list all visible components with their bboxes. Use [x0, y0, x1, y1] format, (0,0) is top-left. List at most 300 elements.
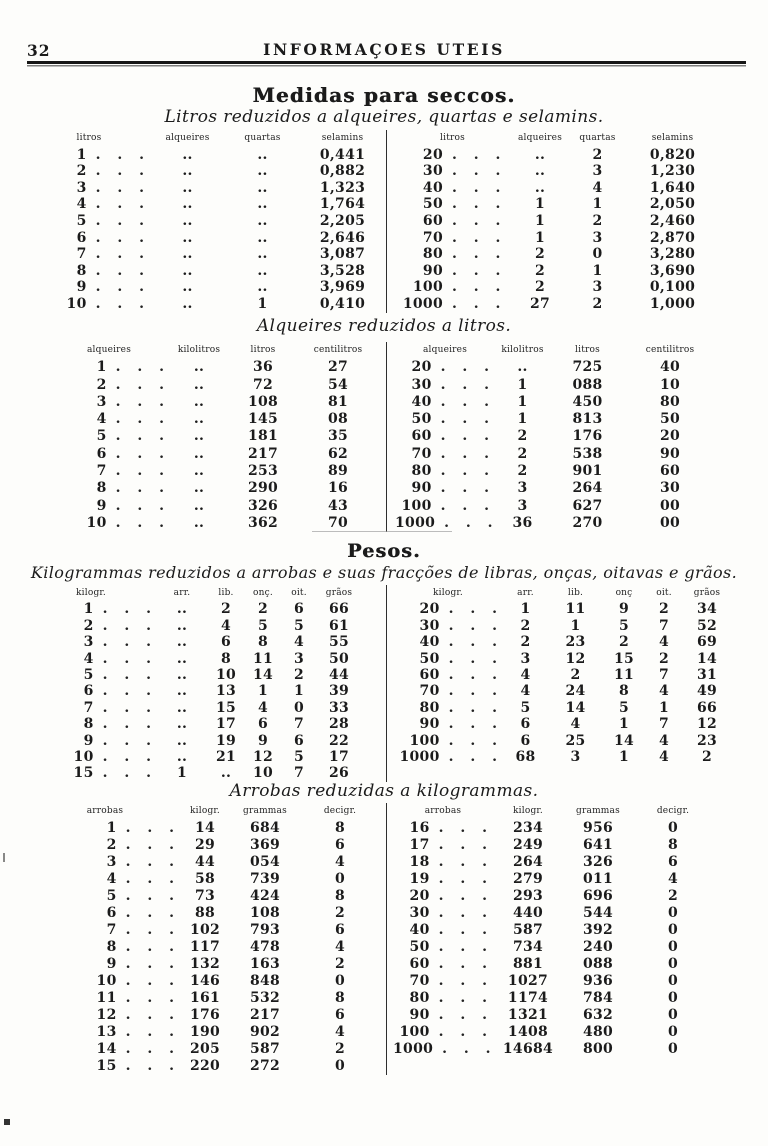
table-row	[0, 515, 386, 532]
table-cell: 2,646	[319, 229, 366, 246]
table-cell: 813	[572, 411, 603, 428]
dot-leader: . . .	[438, 973, 493, 989]
row-key-value: 2	[76, 163, 87, 180]
table-row	[0, 888, 386, 905]
table-cell: 734	[512, 939, 544, 955]
table-cell: 2,205	[319, 212, 366, 229]
table-cell: 68	[515, 748, 536, 765]
dot-leader: . . .	[95, 212, 150, 229]
table-cell: ..	[182, 246, 193, 263]
table-cell: 66	[696, 699, 718, 716]
row-key-value: 70	[411, 445, 432, 462]
table-cell: 11	[252, 650, 274, 667]
table-cell: 0,410	[319, 295, 366, 312]
column-header: decigr.	[656, 806, 690, 816]
table-cell: 1	[517, 411, 528, 428]
dot-leader: . . .	[125, 905, 180, 921]
table-row	[0, 498, 386, 515]
table-cell: 088	[582, 956, 614, 972]
table-cell: 0	[667, 973, 679, 989]
dot-leader: . . .	[452, 246, 507, 263]
row-key-value: 80	[419, 699, 440, 716]
table-cell	[28, 196, 150, 213]
row-key-value: 6	[76, 229, 87, 246]
table-cell: 161	[189, 990, 221, 1006]
table-cell: 253	[247, 463, 279, 480]
table-cell	[393, 973, 493, 990]
table-cell: 4	[667, 871, 679, 887]
table-cell: 5	[257, 617, 269, 634]
row-key-value: 1000	[395, 514, 436, 531]
table-cell: ..	[193, 497, 205, 514]
table-cell	[25, 733, 157, 749]
subtitle-arrobas-reduzidas: Arrobas reduzidas a kilogrammas.	[229, 781, 539, 801]
table-cell: 696	[582, 888, 614, 904]
table-cell	[393, 683, 503, 699]
table-row	[387, 196, 768, 213]
section-title-pesos: Pesos.	[347, 540, 421, 562]
table-cell: 0	[667, 1007, 679, 1023]
table-cell: 7	[293, 716, 305, 733]
table-cell	[28, 213, 150, 230]
table-cell: 10	[659, 376, 681, 393]
row-key-value: 11	[96, 990, 117, 1006]
dot-leader: . . .	[448, 716, 503, 733]
table-cell: 2,870	[649, 229, 696, 246]
table-cell: 1,640	[649, 179, 696, 196]
table-cell: 800	[582, 1041, 614, 1057]
table-cell	[393, 871, 493, 888]
table-cell: 3	[520, 650, 531, 667]
table-row	[0, 1041, 386, 1058]
table-cell: 14	[613, 732, 635, 749]
dot-leader: . . .	[438, 990, 493, 1006]
table-cell: 2	[701, 748, 713, 765]
row-key-value: 20	[419, 601, 440, 618]
table-cell: ..	[517, 359, 528, 376]
table-cell: 10	[252, 765, 274, 782]
table-cell: 2	[517, 445, 528, 462]
scan-artifact-rule	[312, 531, 452, 532]
table-cell: 27	[327, 359, 349, 376]
table-row	[0, 359, 386, 376]
table-cell	[393, 667, 503, 683]
table-cell: 4	[520, 683, 531, 700]
table-row	[387, 749, 768, 765]
table-cell: 0	[334, 973, 346, 989]
table-cell	[48, 480, 170, 497]
dot-leader: . . .	[440, 393, 495, 410]
table-row	[0, 990, 386, 1007]
table-row	[387, 411, 768, 428]
row-key-value: 6	[106, 905, 117, 921]
row-key-value: 9	[76, 279, 87, 296]
table-cell	[25, 765, 157, 781]
row-key-value: 7	[76, 246, 87, 263]
table-cell: 1,323	[319, 179, 366, 196]
column-header-row	[387, 342, 768, 359]
table-cell	[395, 279, 510, 296]
table-row	[387, 263, 768, 280]
table-cell: 70	[327, 514, 349, 531]
table-cell: 55	[328, 634, 350, 651]
table-cell: ..	[176, 617, 188, 634]
row-key-value: 2	[106, 837, 117, 853]
dot-leader: . . .	[444, 514, 499, 531]
table-cell	[393, 601, 503, 617]
table-cell: 3,969	[319, 279, 366, 296]
running-header-title: INFORMAÇOES UTEIS	[263, 40, 505, 59]
table-cell: 4	[257, 699, 269, 716]
table-cell	[28, 180, 150, 197]
table-cell	[395, 180, 510, 197]
table-cell: 1	[176, 765, 188, 782]
table-cell	[48, 515, 170, 532]
table-cell: 7	[658, 716, 670, 733]
table-cell: 61	[328, 617, 350, 634]
table-cell	[393, 905, 493, 922]
table-cell: 108	[249, 905, 281, 921]
table-cell: ..	[257, 279, 268, 296]
dot-leader: . . .	[115, 463, 170, 480]
table-cell: 249	[512, 837, 544, 853]
table-cell: 1	[618, 716, 630, 733]
table-cell: 0	[667, 1041, 679, 1057]
arrobas-to-kilogrammas-left	[0, 803, 387, 1075]
table-cell: 0	[667, 990, 679, 1006]
table-cell: 054	[249, 854, 281, 870]
row-key-value: 6	[96, 445, 107, 462]
table-cell: 33	[328, 699, 350, 716]
table-cell: ..	[257, 229, 268, 246]
table-row	[0, 163, 386, 180]
table-cell	[30, 1024, 180, 1041]
column-header: quartas	[579, 133, 616, 143]
table-cell: 22	[328, 732, 350, 749]
dot-leader: . . .	[440, 376, 495, 393]
table-cell: 2	[520, 617, 531, 634]
table-row	[0, 837, 386, 854]
dot-leader: . . .	[95, 229, 150, 246]
table-cell: 12	[252, 748, 274, 765]
table-cell: 0,100	[649, 279, 696, 296]
table-cell: 240	[582, 939, 614, 955]
table-cell: 2	[570, 666, 581, 683]
table-row	[387, 230, 768, 247]
table-cell: ..	[182, 262, 193, 279]
table-cell	[395, 463, 495, 480]
dot-leader: . . .	[448, 601, 503, 618]
row-key-value: 50	[411, 411, 432, 428]
column-header-row	[0, 585, 386, 601]
row-key-value: 2	[83, 617, 94, 634]
table-cell: 3,690	[649, 262, 696, 279]
dot-leader: . . .	[125, 854, 180, 870]
arrobas-to-kilogrammas-table	[0, 803, 768, 1075]
table-cell	[393, 733, 503, 749]
row-key-value: 50	[422, 196, 443, 213]
column-header: lib.	[567, 588, 584, 598]
dot-leader: . . .	[125, 973, 180, 989]
row-key-value: 3	[83, 634, 94, 651]
row-key-value: 8	[83, 716, 94, 733]
table-row	[0, 428, 386, 445]
row-key-value: 1000	[402, 295, 443, 312]
table-cell: ..	[257, 196, 268, 213]
row-key-value: 9	[83, 732, 94, 749]
table-cell: 6	[334, 837, 346, 853]
row-key-value: 4	[83, 650, 94, 667]
table-cell: 440	[512, 905, 544, 921]
dot-leader: . . .	[102, 732, 157, 749]
dot-leader: . . .	[438, 820, 493, 836]
table-cell	[393, 922, 493, 939]
table-row	[0, 905, 386, 922]
table-cell: 3	[517, 497, 528, 514]
table-row	[0, 733, 386, 749]
table-cell	[48, 498, 170, 515]
table-cell: 13	[215, 683, 237, 700]
table-row	[0, 1024, 386, 1041]
row-key-value: 20	[411, 359, 432, 376]
dot-leader: . . .	[125, 837, 180, 853]
dot-leader: . . .	[452, 212, 507, 229]
table-cell: 1	[618, 748, 630, 765]
table-cell: 478	[249, 939, 281, 955]
row-key-value: 4	[76, 196, 87, 213]
table-row	[0, 700, 386, 716]
table-row	[387, 147, 768, 164]
column-header: grammas	[243, 806, 287, 816]
table-cell: 3,280	[649, 246, 696, 263]
table-cell: 5	[618, 699, 630, 716]
dot-leader: . . .	[115, 376, 170, 393]
row-key-value: 1	[96, 359, 107, 376]
column-header: arr.	[173, 588, 191, 598]
table-cell: 480	[582, 1024, 614, 1040]
table-cell: 1	[592, 196, 603, 213]
row-key-value: 80	[422, 246, 443, 263]
table-row	[387, 990, 768, 1007]
dot-leader: . . .	[115, 497, 170, 514]
table-cell: 1	[520, 601, 531, 618]
table-cell	[28, 279, 150, 296]
table-cell: 00	[659, 497, 681, 514]
table-cell	[393, 990, 493, 1007]
dot-leader: . . .	[95, 262, 150, 279]
table-row	[0, 480, 386, 497]
alqueires-to-litros-left	[0, 342, 387, 532]
column-header: litros	[250, 345, 276, 355]
table-cell: 1	[517, 376, 528, 393]
dot-leader: . . .	[438, 871, 493, 887]
table-cell	[30, 1041, 180, 1058]
dot-leader: . . .	[452, 146, 507, 163]
table-cell	[395, 263, 510, 280]
table-cell: 290	[247, 480, 279, 497]
dot-leader: . . .	[102, 601, 157, 618]
dot-leader: . . .	[438, 905, 493, 921]
table-row	[387, 515, 768, 532]
table-row	[0, 854, 386, 871]
table-cell: 176	[572, 428, 603, 445]
table-cell: 52	[696, 617, 718, 634]
dot-leader: . . .	[438, 939, 493, 955]
table-cell: 00	[659, 514, 681, 531]
table-cell	[393, 749, 503, 765]
table-cell: 132	[189, 956, 221, 972]
table-cell: 2	[658, 650, 670, 667]
table-row	[387, 871, 768, 888]
table-cell: 6	[334, 922, 346, 938]
table-cell: 088	[572, 376, 603, 393]
table-cell: 2	[517, 428, 528, 445]
table-cell: 0	[293, 699, 305, 716]
column-header: kilogr.	[190, 806, 220, 816]
row-key-value: 7	[96, 463, 107, 480]
table-cell: 4	[658, 683, 670, 700]
row-key-value: 2	[96, 376, 107, 393]
table-row	[0, 820, 386, 837]
table-cell: 587	[512, 922, 544, 938]
table-cell: 450	[572, 393, 603, 410]
dot-leader: . . .	[452, 163, 507, 180]
row-key-value: 4	[106, 871, 117, 887]
column-header: arrobas	[424, 806, 462, 816]
table-cell: ..	[257, 146, 268, 163]
dot-leader: . . .	[95, 146, 150, 163]
table-cell: 0	[667, 939, 679, 955]
table-row	[387, 359, 768, 376]
table-cell: 44	[328, 666, 350, 683]
table-cell	[28, 246, 150, 263]
table-cell	[30, 939, 180, 956]
dot-leader: . . .	[438, 922, 493, 938]
table-cell: ..	[193, 376, 205, 393]
table-cell	[30, 820, 180, 837]
arrobas-to-kilogrammas-right	[387, 803, 768, 1075]
table-cell: 146	[189, 973, 221, 989]
table-cell: 4	[658, 732, 670, 749]
table-cell: ..	[176, 699, 188, 716]
table-cell: 102	[189, 922, 221, 938]
table-cell: 62	[327, 445, 349, 462]
table-cell	[30, 871, 180, 888]
table-row	[0, 394, 386, 411]
table-cell: 793	[249, 922, 281, 938]
table-cell: 1027	[507, 973, 549, 989]
litros-to-alqueires-right	[387, 130, 768, 313]
table-cell: 17	[328, 748, 350, 765]
column-header: alqueires	[422, 345, 468, 355]
table-cell: 4	[592, 179, 603, 196]
table-cell: ..	[193, 411, 205, 428]
table-cell	[25, 618, 157, 634]
row-key-value: 60	[419, 666, 440, 683]
row-key-value: 30	[411, 376, 432, 393]
row-key-value: 70	[409, 973, 430, 989]
table-cell	[395, 394, 495, 411]
table-cell: 4	[220, 617, 232, 634]
table-cell: ..	[193, 445, 205, 462]
table-cell: 2,460	[649, 212, 696, 229]
table-cell: 0	[667, 820, 679, 836]
column-header: selamins	[651, 133, 694, 143]
table-cell	[28, 296, 150, 313]
table-cell: 217	[247, 445, 279, 462]
table-cell: ..	[176, 634, 188, 651]
table-cell: 544	[582, 905, 614, 921]
dot-leader: . . .	[125, 888, 180, 904]
dot-leader: . . .	[115, 393, 170, 410]
column-header: kilogr.	[433, 588, 463, 598]
table-cell: 2	[334, 1041, 346, 1057]
table-row	[387, 667, 768, 683]
table-row	[387, 837, 768, 854]
table-row	[387, 446, 768, 463]
table-cell: 43	[327, 497, 349, 514]
row-key-value: 80	[411, 463, 432, 480]
row-key-value: 8	[106, 939, 117, 955]
table-cell: 2	[257, 601, 269, 618]
table-cell: 2	[592, 295, 603, 312]
table-cell: 2	[220, 601, 232, 618]
table-cell: ..	[176, 666, 188, 683]
column-header: lib.	[218, 588, 234, 598]
table-cell: 5	[293, 617, 305, 634]
table-cell: 8	[334, 990, 346, 1006]
row-key-value: 70	[419, 683, 440, 700]
table-cell: 2	[534, 279, 546, 296]
table-cell: ..	[182, 295, 193, 312]
table-cell: 181	[247, 428, 279, 445]
table-row	[387, 279, 768, 296]
table-cell: 29	[194, 837, 216, 853]
table-cell: 0	[334, 871, 346, 887]
dot-leader: . . .	[125, 1041, 180, 1057]
table-cell: 538	[572, 445, 603, 462]
table-cell: 881	[512, 956, 544, 972]
table-cell: 6	[334, 1007, 346, 1023]
litros-to-alqueires-table	[0, 130, 768, 313]
table-row	[387, 296, 768, 313]
table-row	[387, 956, 768, 973]
row-key-value: 100	[401, 497, 432, 514]
table-cell: 1,000	[649, 295, 696, 312]
table-cell	[393, 618, 503, 634]
row-key-value: 10	[96, 973, 117, 989]
row-key-value: 3	[106, 854, 117, 870]
row-key-value: 17	[409, 837, 430, 853]
table-cell	[25, 700, 157, 716]
table-cell: 80	[659, 393, 681, 410]
table-row	[387, 939, 768, 956]
dot-leader: . . .	[95, 295, 150, 312]
dot-leader: . . .	[95, 279, 150, 296]
column-header: grãos	[693, 588, 721, 598]
table-cell: 326	[582, 854, 614, 870]
row-key-value: 8	[76, 262, 87, 279]
table-cell: 40	[659, 359, 681, 376]
table-row	[387, 601, 768, 617]
table-cell: 10	[215, 666, 237, 683]
table-cell	[395, 246, 510, 263]
table-row	[0, 263, 386, 280]
table-cell	[393, 854, 493, 871]
table-cell: 392	[582, 922, 614, 938]
table-cell	[28, 147, 150, 164]
table-row	[0, 667, 386, 683]
